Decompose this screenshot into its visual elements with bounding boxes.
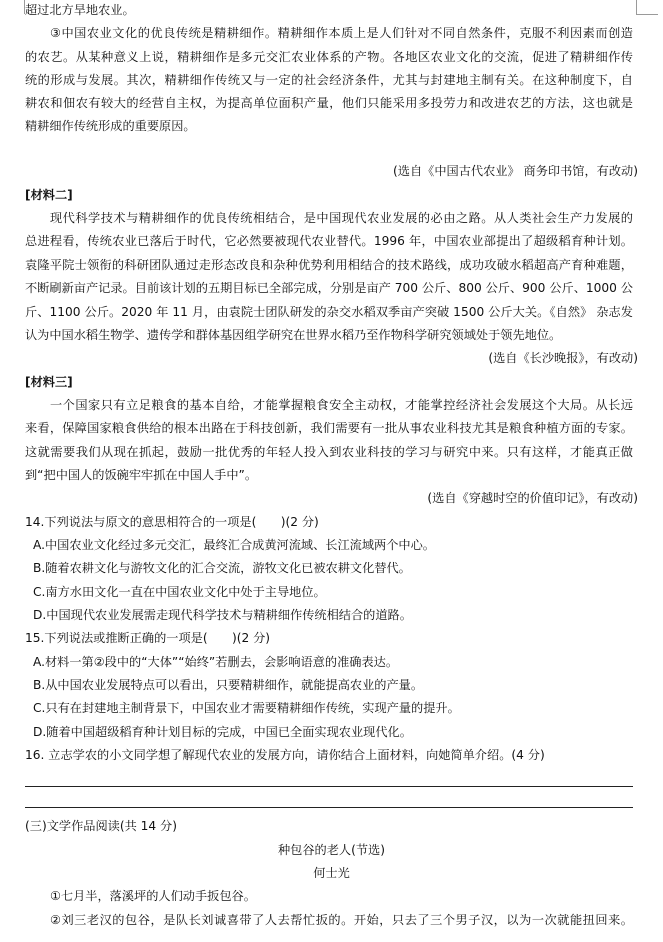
text-line: 精耕细作传统形成的重要原因。	[25, 119, 196, 133]
text-line: 超过北方旱地农业。	[25, 3, 135, 17]
section-heading: [材料三]	[25, 375, 73, 389]
text-line: 现代科学技术与精耕细作的优良传统相结合，是中国现代农业发展的必由之路。从人类社会生产力发展的	[50, 211, 633, 225]
option-c: C.只有在封建地主制背景下，中国农业才需要精耕细作传统，实现产量的提升。	[33, 701, 460, 715]
source-citation: (选自《长沙晚报》，有改动)	[488, 351, 638, 365]
text-line: 总进程看，传统农业已落后于时代，它必然要被现代农业替代。1996 年，中国农业部提出了超级稻育种计划。	[25, 234, 633, 248]
article-author: 何士光	[313, 866, 350, 880]
option-b: B.随着农耕文化与游牧文化的汇合交流，游牧文化已被农耕文化替代。	[33, 561, 411, 575]
text-line: 斤、1100 公斤。2020 年 11 月，由袁院士团队研发的杂交水稻双季亩产突破 1500 公斤大关。《自然》 杂志发	[25, 305, 633, 319]
text-line: 这就需要我们从现在抓起，鼓励一批优秀的年轻人投入到农业科技的学习与研究中来。只有这样，才能真正做	[25, 445, 633, 459]
text-line: 到“把中国人的饭碗牢牢抓在中国人手中”。	[25, 468, 258, 482]
text-line: 一个国家只有立足粮食的基本自给，才能掌握粮食安全主动权，才能掌控经济社会发展这个大局。从长远	[50, 398, 633, 412]
answer-line-1	[25, 786, 633, 787]
section-heading: [材料二]	[25, 188, 73, 202]
page-corner-mark-right	[636, 0, 637, 14]
answer-line-2	[25, 807, 633, 808]
source-citation: (选自《中国古代农业》 商务印书馆，有改动)	[393, 164, 638, 178]
option-d: D.随着中国超级稻育种计划目标的完成，中国已全面实现农业现代化。	[33, 725, 412, 739]
text-line: 认为中国水稻生物学、遗传学和群体基因组学研究在世界水稻乃至作物科学研究领域处于领先地位。	[25, 328, 562, 342]
article-title: 种包谷的老人(节选)	[277, 843, 385, 857]
text-line: ③中国农业文化的优良传统是精耕细作。精耕细作本质上是人们针对不同自然条件，克服不利因素而创造	[50, 26, 633, 40]
text-line: 来看，保障国家粮食供给的根本出路在于科技创新，我们需要有一批从事农业科技尤其是粮食种植方面的专家。	[25, 421, 633, 435]
page-corner-mark-right-h	[636, 14, 658, 15]
option-b: B.从中国农业发展特点可以看出，只要精耕细作，就能提高农业的产量。	[33, 678, 424, 692]
text-line: 不断刷新亩产记录。目前该计划的五期目标已全部完成，分别是亩产 700 公斤、800 公斤、900 公斤、1000 公	[25, 281, 633, 295]
option-a: A.材料一第②段中的“大体”“始终”若删去，会影响语意的准确表达。	[33, 655, 399, 669]
question-15: 15.下列说法或推断正确的一项是( )(2 分)	[25, 631, 271, 645]
text-line: 袁隆平院士领衔的科研团队通过走形态改良和杂种优势利用相结合的技术路线，成功攻破水稻超高产育种难题，	[25, 258, 633, 272]
text-line: ①七月半，落溪坪的人们动手扳包谷。	[50, 889, 256, 903]
option-c: C.南方水田文化一直在中国农业文化中处于主导地位。	[33, 585, 326, 599]
section-heading: (三)文学作品阅读(共 14 分)	[25, 819, 177, 833]
text-line: ②刘三老汉的包谷，是队长刘诚喜带了人去帮忙扳的。开始，只去了三个男子汉，以为一次就能扭回来。	[50, 913, 633, 927]
text-line: 耕农和佃农有较大的经营自主权，为提高单位面积产量，他们只能采用多投劳力和改进农艺的方法，这也就是	[25, 96, 633, 110]
source-citation: (选自《穿越时空的价值印记》，有改动)	[427, 491, 638, 505]
question-14: 14.下列说法与原文的意思相符合的一项是( )(2 分)	[25, 515, 319, 529]
question-16: 16. 立志学农的小文同学想了解现代农业的发展方向，请你结合上面材料，向她简单介绍。(4 分)	[25, 748, 545, 762]
option-a: A.中国农业文化经过多元交汇，最终汇合成黄河流域、长江流域两个中心。	[33, 538, 435, 552]
text-line: 的农艺。从某种意义上说，精耕细作是多元交汇农业体系的产物。各地区农业文化的交流，促进了精耕细作传	[25, 50, 633, 64]
option-d: D.中国现代农业发展需走现代科学技术与精耕细作传统相结合的道路。	[33, 608, 412, 622]
text-line: 统的形成与发展。其次，精耕细作传统又与一定的社会经济条件，尤其与封建地主制有关。在这种制度下，自	[25, 73, 633, 87]
